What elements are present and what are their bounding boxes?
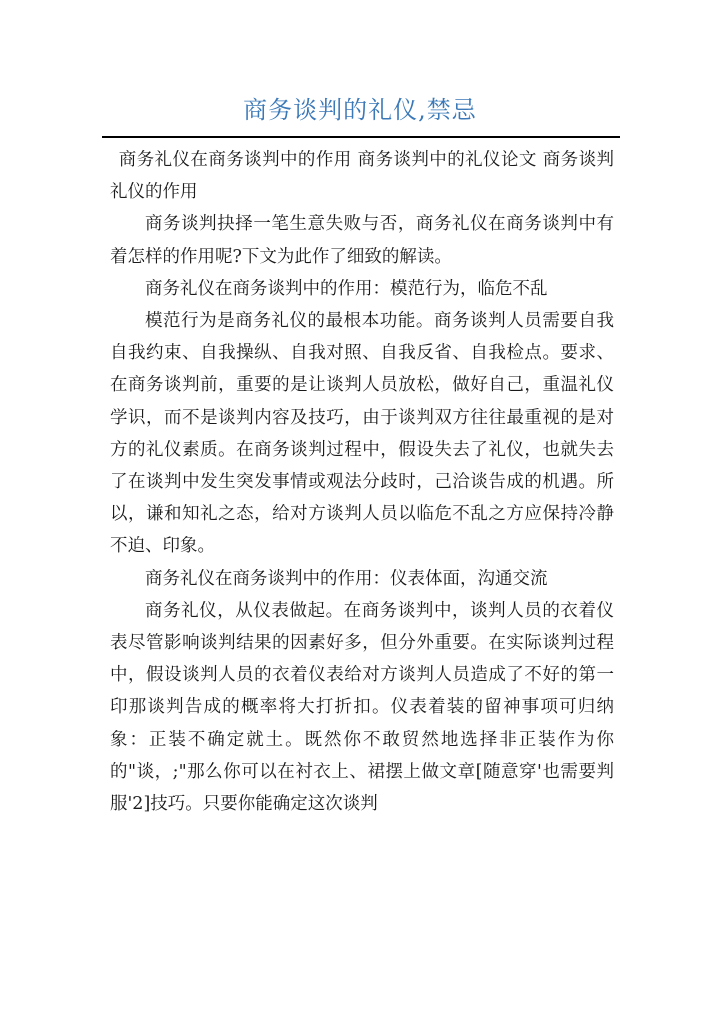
paragraph-section-1: 模范行为是商务礼仪的最根本功能。商务谈判人员需要自我自我约束、自我操纵、自我对照、自我反省、自我检点。要求、在商务谈判前，重要的是让谈判人员放松，做好自己，重温礼仪学识，而不是谈判内容及技巧，由于谈判双方往往最重视的是对方的礼仪素质。在商务谈判过程中，假设失去了礼仪，也就失去了在谈判中发生突发事情或观法分歧时，己洽谈告成的机遇。所以，谦和知礼之态，给对方谈判人员以临危不乱之方应保持冷静不迫、印象。 [110,311,614,557]
document-body [110,144,614,820]
document-title: 商务谈判的礼仪,禁忌 [243,96,477,124]
paragraph-keywords: 商务礼仪在商务谈判中的作用 商务谈判中的礼仪论文 商务谈判礼仪的作用 [110,150,614,203]
section-heading-2: 商务礼仪在商务谈判中的作用：仪表体面，沟通交流 [145,568,548,589]
section-heading-1: 商务礼仪在商务谈判中的作用：模范行为，临危不乱 [145,278,548,299]
title-divider [102,136,620,138]
paragraph-section-2: 商务礼仪，从仪表做起。在商务谈判中，谈判人员的衣着仪表尽管影响谈判结果的因素好多，但分外重要。在实际谈判过程中，假设谈判人员的衣着仪表给对方谈判人员造成了不好的第一印那谈判告成的概率将大打折扣。仪表着装的留神事项可归纳象：正装不确定就土。既然你不敢贸然地选择非正装作为你的"谈，;"那么你可以在衬衣上、裙摆上做文章[随意穿'也需要判服'2]技巧。只要你能确定这次谈判 [110,600,614,815]
paragraph-intro: 商务谈判抉择一笔生意失败与否，商务礼仪在商务谈判中有着怎样的作用呢?下文为此作了细致的解读。 [110,214,614,267]
